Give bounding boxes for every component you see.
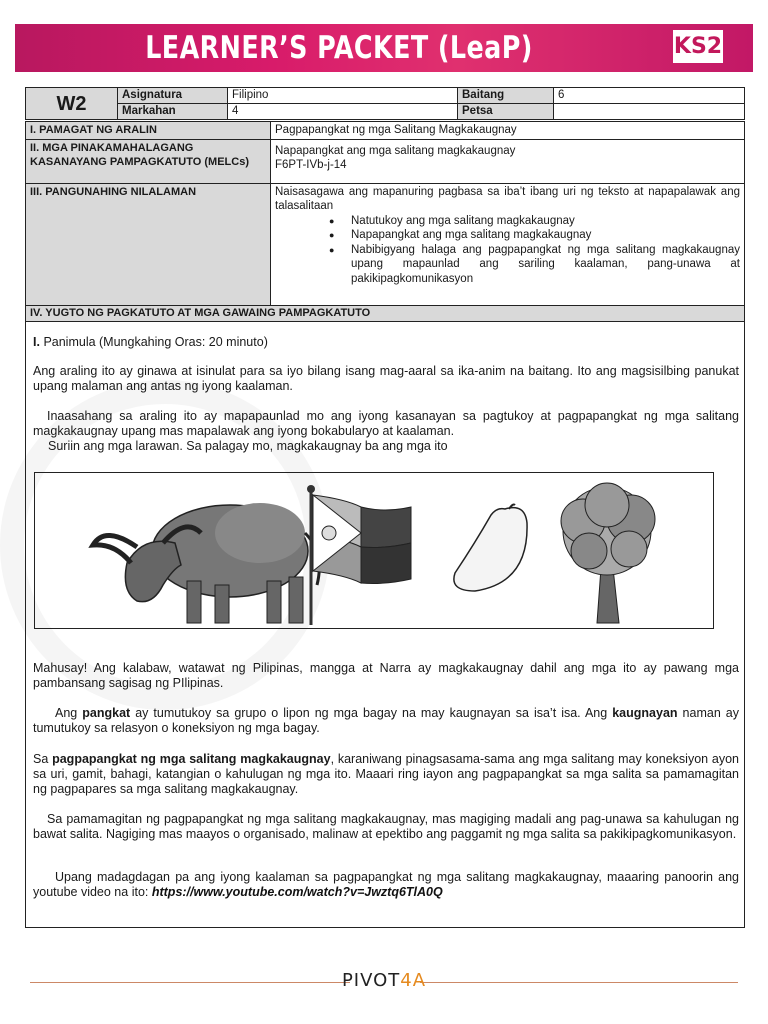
paragraph-video: Upang madagdagan pa ang iyong kaalaman sa pagpapangkat ng mga salitang magkakaugnay, maaaring panoorin ang youtube video na ito: https://www.youtube.com/watch?v=Jwztq6TlA0Q [33,870,739,899]
melc-code: F6PT-IVb-j-14 [275,159,347,171]
list-item: ● Nabibigyang halaga ang pagpapangkat ng mga salitang magkakaugnay upang mapaunlad ang sariling kaalaman, pang-unawa at pakikipagkomunikasyon [329,243,740,287]
paragraph-instruction: Suriin ang mga larawan. Sa palagay mo, magkakaugnay ba ang mga ito [48,439,448,453]
petsa-label: Petsa [458,104,554,120]
banner-title: LEARNER’S PACKET (LeaP) [145,30,533,66]
paragraph-intro: Ang araling ito ay ginawa at isinulat para sa iyo bilang isang mag-aaral sa ika-anim na baitang. Ito ang magsisilbing panukat upang malaman ang antas ng iyong kaalaman. [33,364,739,393]
s3-label: III. PANGUNAHING NILALAMAN [26,183,271,305]
ks-badge: KS2 [673,30,723,63]
paragraph-symbols: Mahusay! Ang kalabaw, watawat ng Pilipinas, mangga at Narra ay magkakaugnay dahil ang mga ito ay pawang mga pambansang sagisag ng PIlipinas. [33,661,739,690]
page-banner [15,24,753,72]
asignatura-value: Filipino [228,88,458,104]
paragraph-benefits: Sa pamamagitan ng pagpapangkat ng mga salitang magkakaugnay, mas magiging madali ang pag-unawa sa kahulugan ng bawat salita. Nagiging mas maayos o organisado, malinaw at epektibo ang paggamit ng mga salita sa pakikipagkomunikasyon. [33,812,739,841]
petsa-value [554,104,745,120]
narra-tree-image [561,483,655,623]
philippine-flag-image [307,485,411,625]
paragraph-pagpapangkat: Sa pagpapangkat ng mga salitang magkakaugnay, karaniwang pinagsasama-sama ang mga salitang may koneksiyon ayon sa uri, gamit, bahagi, katangian o kahulugan ng mga ito. Maaari ring iayon ang pagpapangkat sa mga salita sa pamamagitan ng pagpapares sa mga salitang magkakaugnay. [33,752,740,796]
markahan-value: 4 [228,104,458,120]
list-item: ● Napapangkat ang mga salitang magkakaugnay [329,228,740,243]
section4-title: IV. YUGTO NG PAGKATUTO AT MGA GAWAING PAMPAGKATUTO [26,306,744,322]
footer-logo: PIVOT4A [341,970,427,991]
content-bullets [329,214,740,287]
learning-activities-box [25,305,745,928]
panimula-heading: I. Panimula (Mungkahing Oras: 20 minuto) [33,335,268,349]
melc-text: Napapangkat ang mga salitang magkakaugnay [275,144,516,157]
week-label: W2 [26,88,118,120]
asignatura-label: Asignatura [118,88,228,104]
carabao-image [93,503,319,623]
markahan-label: Markahan [118,104,228,120]
paragraph-expectation: Inaasahang sa araling ito ay mapapaunlad mo ang iyong kasanayan sa pagtukoy at pagpapangkat ng mga salitang magkakaugnay upang mas mapalawak ang iyong bokabularyo at kaalaman. [33,409,739,438]
content-intro: Naisasagawa ang mapanuring pagbasa sa iba’t ibang uri ng teksto at napapalawak ang talasalitaan [275,185,740,212]
mango-image [454,505,527,592]
baitang-value: 6 [554,88,745,104]
paragraph-pangkat: Ang pangkat ay tumutukoy sa grupo o lipon ng mga bagay na may kaugnayan sa isa’t isa. Ang kaugnayan naman ay tumutukoy sa relasyon o koneksiyon ng mga bagay. [33,706,739,735]
s1-label: I. PAMAGAT NG ARALIN [26,122,271,140]
list-item: ● Natutukoy ang mga salitang magkakaugnay [329,214,740,229]
baitang-label: Baitang [458,88,554,104]
lesson-title: Pagpapangkat ng mga Salitang Magkakaugnay [271,122,745,140]
national-symbols-image [34,472,714,629]
youtube-link[interactable]: https://www.youtube.com/watch?v=Jwztq6TlA0Q [151,885,443,899]
lesson-info-table [25,121,745,306]
s2-label: II. MGA PINAKAMAHALAGANG KASANAYANG PAMPAGKATUTO (MELCs) [26,139,271,183]
header-table [25,87,745,120]
